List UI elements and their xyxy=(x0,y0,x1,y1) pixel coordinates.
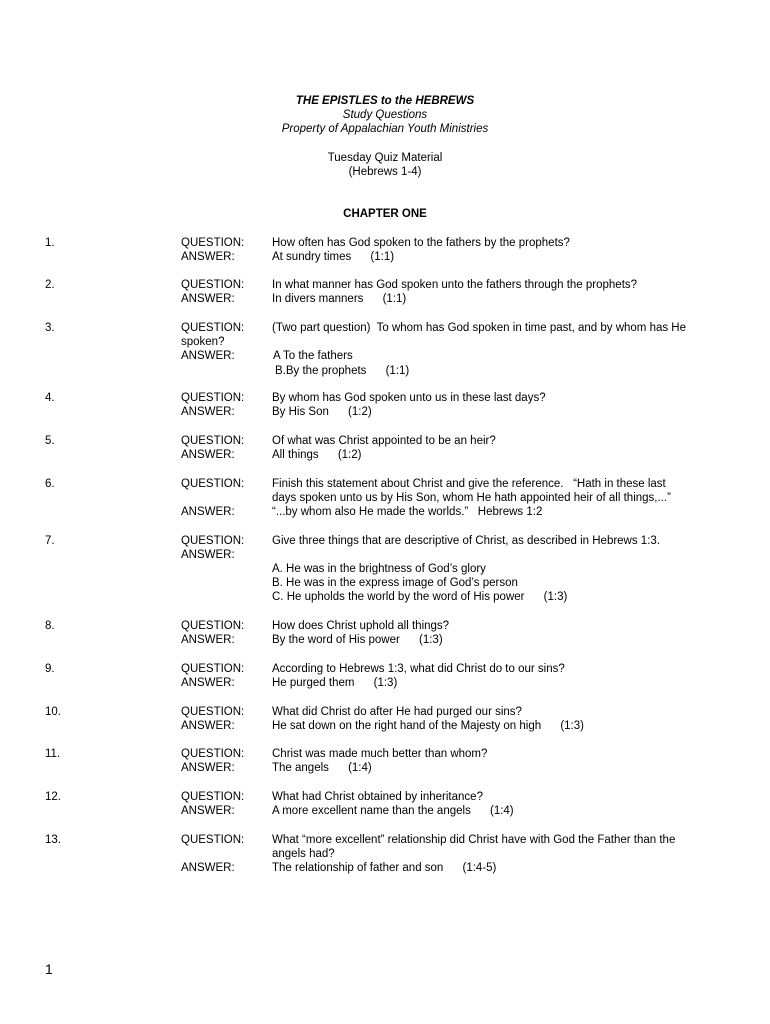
question-text: What did Christ do after He had purged our sins? xyxy=(272,706,522,718)
answer-label: ANSWER: xyxy=(181,251,235,263)
question-text: According to Hebrews 1:3, what did Christ do to our sins? xyxy=(272,663,565,675)
question-item xyxy=(0,278,770,321)
question-text: By whom has God spoken unto us in these last days? xyxy=(272,392,546,404)
question-label: QUESTION: xyxy=(181,478,245,490)
answer-label: ANSWER: xyxy=(181,720,235,732)
question-text-continued: days spoken unto us by His Son, whom He hath appointed heir of all things,...” xyxy=(272,492,671,504)
answer-text: “...by whom also He made the worlds.” Hebrews 1:2 xyxy=(272,506,543,518)
answer-label: ANSWER: xyxy=(181,805,235,817)
question-label: QUESTION: xyxy=(181,535,245,547)
answer-text: A more excellent name than the angels (1:4) xyxy=(272,805,514,817)
question-label: QUESTION: xyxy=(181,322,245,334)
question-label: QUESTION: xyxy=(181,791,245,803)
answer-text-continued: B.By the prophets (1:1) xyxy=(275,365,410,377)
chapter-heading: CHAPTER ONE xyxy=(343,208,427,220)
question-number: 8. xyxy=(45,620,55,632)
question-item xyxy=(0,662,770,705)
answer-text: By the word of His power (1:3) xyxy=(272,634,443,646)
question-label: QUESTION: xyxy=(181,706,245,718)
question-item xyxy=(0,534,770,619)
question-number: 3. xyxy=(45,322,55,334)
question-number: 1. xyxy=(45,237,55,249)
question-text: What had Christ obtained by inheritance? xyxy=(272,791,483,803)
answer-label: ANSWER: xyxy=(181,293,235,305)
question-text: What “more excellent” relationship did Christ have with God the Father than the xyxy=(272,834,676,846)
answer-text: A To the fathers xyxy=(273,350,353,362)
question-item xyxy=(0,236,770,278)
document-header xyxy=(0,94,770,136)
question-label: QUESTION: xyxy=(181,663,245,675)
answer-text: The angels (1:4) xyxy=(272,762,372,774)
answer-text: The relationship of father and son (1:4-5) xyxy=(272,862,497,874)
quiz-info xyxy=(0,151,770,179)
answer-label: ANSWER: xyxy=(181,762,235,774)
question-text: (Two part question) To whom has God spoken in time past, and by whom has He xyxy=(272,322,686,334)
answer-text: All things (1:2) xyxy=(272,449,362,461)
answer-label: ANSWER: xyxy=(181,506,235,518)
question-number: 2. xyxy=(45,279,55,291)
question-number: 12. xyxy=(45,791,61,803)
question-number: 9. xyxy=(45,663,55,675)
question-item xyxy=(0,619,770,662)
answer-option-c: C. He upholds the world by the word of His power (1:3) xyxy=(272,591,568,603)
question-label: QUESTION: xyxy=(181,834,245,846)
question-number: 11. xyxy=(45,748,61,760)
answer-label: ANSWER: xyxy=(181,677,235,689)
question-text: Of what was Christ appointed to be an heir? xyxy=(272,435,496,447)
question-text-continued: spoken? xyxy=(181,336,225,348)
answer-label: ANSWER: xyxy=(181,350,235,362)
answer-text: He sat down on the right hand of the Majesty on high (1:3) xyxy=(272,720,584,732)
question-number: 7. xyxy=(45,535,55,547)
question-item xyxy=(0,477,770,534)
question-number: 13. xyxy=(45,834,61,846)
answer-label: ANSWER: xyxy=(181,406,235,418)
document-owner: Property of Appalachian Youth Ministries xyxy=(281,123,489,135)
question-text: How does Christ uphold all things? xyxy=(272,620,450,632)
question-item xyxy=(0,833,770,875)
question-item xyxy=(0,434,770,477)
question-item xyxy=(0,321,770,391)
question-item xyxy=(0,391,770,434)
answer-label: ANSWER: xyxy=(181,634,235,646)
question-number: 10. xyxy=(45,706,61,718)
answer-label: ANSWER: xyxy=(181,862,235,874)
question-item xyxy=(0,705,770,747)
question-text: Christ was made much better than whom? xyxy=(272,748,488,760)
page-number: 1 xyxy=(45,961,53,977)
document-title: THE EPISTLES to the HEBREWS xyxy=(295,95,475,107)
quiz-scope: (Hebrews 1-4) xyxy=(348,166,422,178)
answer-label: ANSWER: xyxy=(181,549,235,561)
answer-text: He purged them (1:3) xyxy=(272,677,398,689)
question-text-continued: angels had? xyxy=(272,848,335,860)
question-item xyxy=(0,790,770,833)
question-number: 5. xyxy=(45,435,55,447)
answer-option-a: A. He was in the brightness of God’s glory xyxy=(272,563,486,575)
answer-text: By His Son (1:2) xyxy=(272,406,372,418)
question-number: 4. xyxy=(45,392,55,404)
answer-label: ANSWER: xyxy=(181,449,235,461)
question-label: QUESTION: xyxy=(181,392,245,404)
question-label: QUESTION: xyxy=(181,435,245,447)
question-label: QUESTION: xyxy=(181,748,245,760)
question-label: QUESTION: xyxy=(181,620,245,632)
question-item xyxy=(0,747,770,790)
question-label: QUESTION: xyxy=(181,279,245,291)
question-text: How often has God spoken to the fathers by the prophets? xyxy=(272,237,570,249)
question-list xyxy=(0,236,770,875)
answer-option-b: B. He was in the express image of God’s person xyxy=(272,577,518,589)
answer-text: At sundry times (1:1) xyxy=(272,251,395,263)
question-number: 6. xyxy=(45,478,55,490)
question-text: In what manner has God spoken unto the fathers through the prophets? xyxy=(272,279,638,291)
question-text: Give three things that are descriptive of Christ, as described in Hebrews 1:3. xyxy=(272,535,660,547)
quiz-day: Tuesday Quiz Material xyxy=(327,152,443,164)
question-text: Finish this statement about Christ and give the reference. “Hath in these last xyxy=(272,478,666,490)
answer-text: In divers manners (1:1) xyxy=(272,293,407,305)
document-subtitle: Study Questions xyxy=(342,109,428,121)
question-label: QUESTION: xyxy=(181,237,245,249)
